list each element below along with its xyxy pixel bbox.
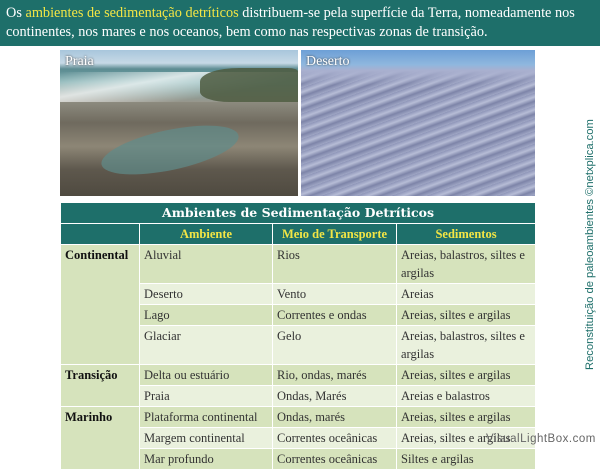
intro-text-post: distribuem-se pela superfície da Terra, nomeadamente nos continentes, nos mares e nos oceanos, bem como nas respectivas zonas de transição. (6, 5, 575, 40)
sedimentation-table-container (60, 202, 535, 470)
cell-ambiente: Lago (140, 305, 273, 326)
cell-sedimentos: Areias, siltes e argilas (397, 305, 536, 326)
cell-sedimentos: Areias, balastros, siltes e argilas (397, 245, 536, 284)
cell-meio: Ondas, Marés (273, 386, 397, 407)
cell-meio: Ondas, marés (273, 407, 397, 428)
photo-label-praia: Praia (65, 54, 94, 69)
group-label: Marinho (61, 407, 140, 470)
header-ambiente: Ambiente (140, 224, 273, 245)
intro-highlight: ambientes de sedimentação detríticos (25, 5, 239, 21)
table-row (61, 365, 536, 386)
cell-sedimentos: Areias e balastros (397, 386, 536, 407)
cell-meio: Vento (273, 284, 397, 305)
table-row (61, 245, 536, 284)
cell-ambiente: Aluvial (140, 245, 273, 284)
cell-meio: Gelo (273, 326, 397, 365)
photo-label-deserto: Deserto (306, 54, 350, 69)
cell-ambiente: Mar profundo (140, 449, 273, 470)
cell-ambiente: Deserto (140, 284, 273, 305)
cell-meio: Rio, ondas, marés (273, 365, 397, 386)
cell-meio: Correntes oceânicas (273, 449, 397, 470)
cell-ambiente: Glaciar (140, 326, 273, 365)
photo-deserto (301, 50, 535, 196)
cell-sedimentos: Areias, siltes e argilas (397, 428, 536, 449)
table-title: Ambientes de Sedimentação Detríticos (61, 203, 536, 224)
cell-sedimentos: Areias (397, 284, 536, 305)
intro-text-pre: Os (6, 5, 26, 21)
cell-meio: Rios (273, 245, 397, 284)
cell-sedimentos: Areias, balastros, siltes e argilas (397, 326, 536, 365)
cell-ambiente: Margem continental (140, 428, 273, 449)
cell-sedimentos: Areias, siltes e argilas (397, 407, 536, 428)
cell-ambiente: Delta ou estuário (140, 365, 273, 386)
cell-sedimentos: Siltes e argilas (397, 449, 536, 470)
cell-ambiente: Plataforma continental (140, 407, 273, 428)
table-row (61, 407, 536, 428)
group-label: Transição (61, 365, 140, 407)
header-banner (0, 0, 600, 46)
intro-text (6, 4, 596, 42)
cell-meio: Correntes e ondas (273, 305, 397, 326)
group-label: Continental (61, 245, 140, 365)
cell-ambiente: Praia (140, 386, 273, 407)
sedimentation-table (60, 202, 536, 470)
praia-stream (97, 116, 242, 184)
cell-sedimentos: Areias, siltes e argilas (397, 365, 536, 386)
header-group-blank (61, 224, 140, 245)
photo-praia (60, 50, 298, 196)
watermark: VisualLightBox.com (486, 433, 596, 445)
side-credit (580, 120, 600, 370)
cell-meio: Correntes oceânicas (273, 428, 397, 449)
praia-headland (200, 68, 298, 102)
header-meio-transporte: Meio de Transporte (273, 224, 397, 245)
header-sedimentos: Sedimentos (397, 224, 536, 245)
side-credit-text: Reconstituição de paleoambientes ©netxplica.com (584, 119, 596, 370)
